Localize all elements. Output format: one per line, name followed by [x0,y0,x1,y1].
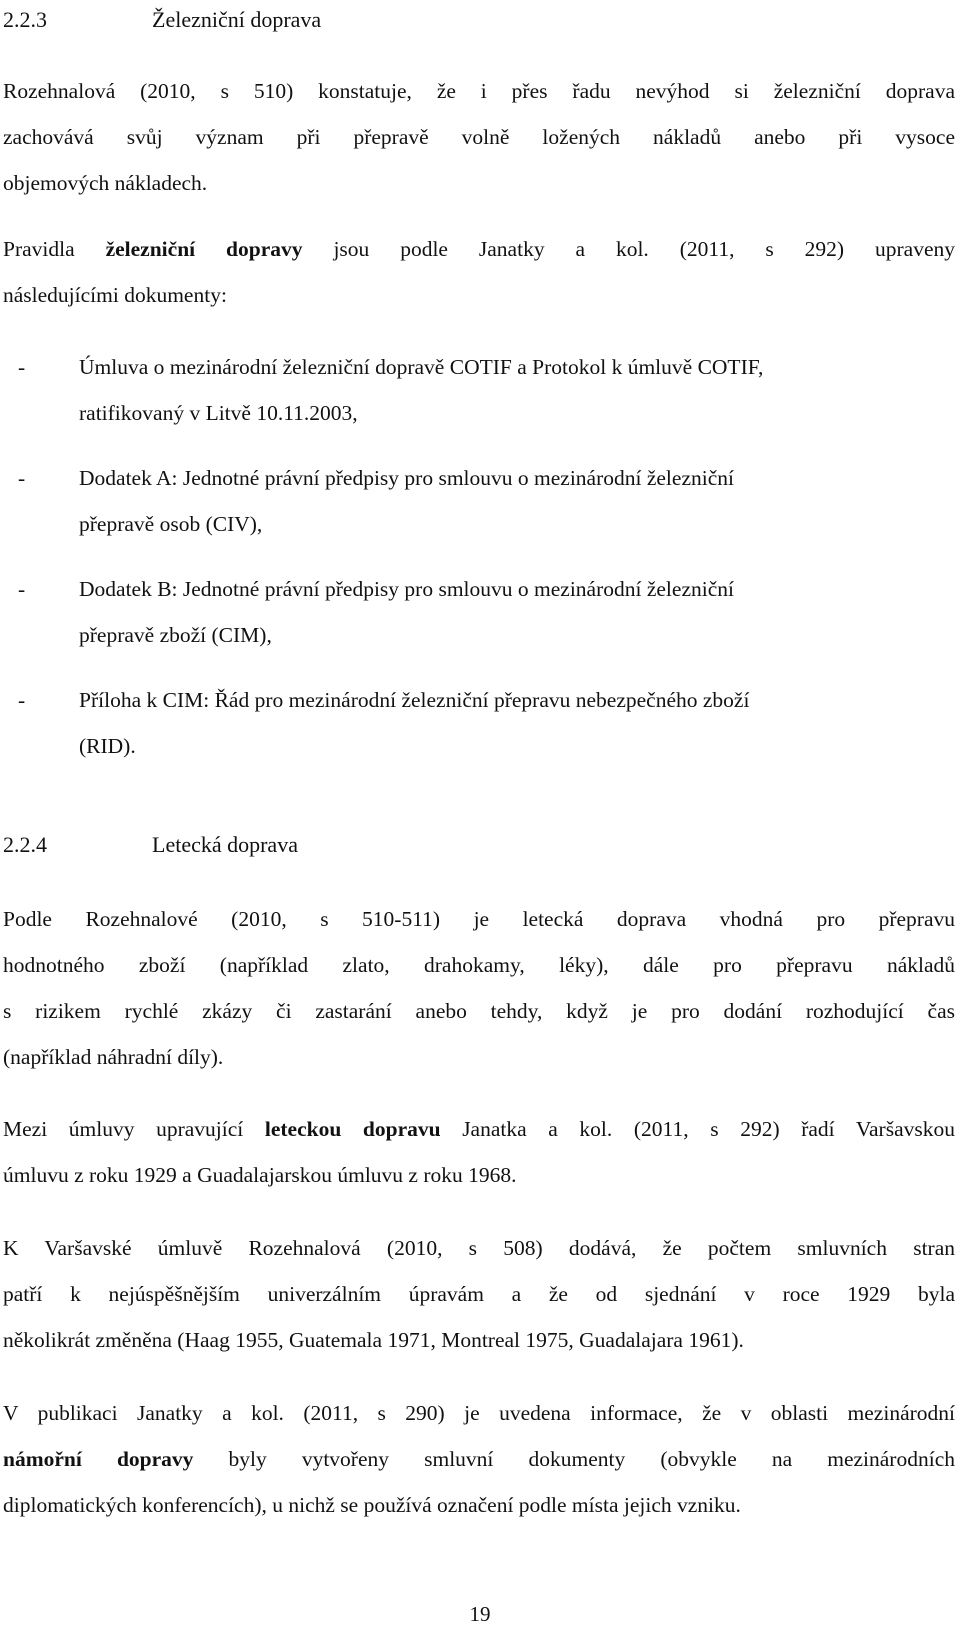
section-title: Železniční doprava [152,7,322,32]
list-dash: - [18,688,26,712]
paragraph-rail-rules [3,226,955,318]
bold-term-rail-transport: železniční dopravy [105,237,303,261]
paragraph-line: (například náhradní díly). [3,1045,224,1069]
section-heading-2-2-4 [3,830,943,860]
text-run: Janatka a kol. (2011, s 292) řadí Varšavskou [440,1117,955,1141]
paragraph-line [3,226,955,272]
paragraph-line: objemových nákladech. [3,171,208,195]
list-item-line: (RID). [79,734,136,758]
list-item-line: ratifikovaný v Litvě 10.11.2003, [79,401,358,425]
list-item-line: Dodatek B: Jednotné právní předpisy pro smlouvu o mezinárodní železniční [79,577,734,601]
page-number: 19 [469,1602,491,1626]
paragraph-line: s rizikem rychlé zkázy či zastarání anebo tehdy, když je pro dodání rozhodující čas [3,999,955,1023]
list-item-line: Dodatek A: Jednotné právní předpisy pro smlouvu o mezinárodní železniční [79,466,734,490]
paragraph-line: Podle Rozehnalové (2010, s 510-511) je letecká doprava vhodná pro přepravu [3,907,955,931]
section-title: Letecká doprava [152,832,298,857]
paragraph-line: zachovává svůj význam při přepravě volně ložených nákladů anebo při vysoce [3,125,955,149]
paragraph-line: patří k nejúspěšnějším univerzálním úpravám a že od sjednání v roce 1929 byla [3,1282,955,1306]
paragraph-line: K Varšavské úmluvě Rozehnalová (2010, s 508) dodává, že počtem smluvních stran [3,1236,955,1260]
paragraph-line [3,1106,955,1152]
paragraph-maritime [3,1390,955,1528]
paragraph-line: diplomatických konferencích), u nichž se používá označení podle místa jejich vzniku. [3,1493,741,1517]
paragraph-warsaw-convention [3,1225,955,1363]
section-number: 2.2.4 [3,832,47,857]
list-item-line: Úmluva o mezinárodní železniční dopravě COTIF a Protokol k úmluvě COTIF, [79,355,764,379]
list-item-line: přepravě osob (CIV), [79,512,263,536]
list-item-line: přepravě zboží (CIM), [79,623,272,647]
bold-term-air-transport: leteckou dopravu [264,1117,441,1141]
text-run: jsou podle Janatky a kol. (2011, s 292) upraveny [302,237,955,261]
paragraph-air-conventions [3,1106,955,1198]
paragraph-air-suitability [3,896,955,1080]
paragraph-line: Rozehnalová (2010, s 510) konstatuje, že i přes řadu nevýhod si železniční doprava [3,79,955,103]
bold-term-maritime-transport: námořní dopravy [3,1447,194,1471]
list-dash: - [18,577,26,601]
paragraph-line: úmluvu z roku 1929 a Guadalajarskou úmluvu z roku 1968. [3,1163,517,1187]
paragraph-line: několikrát změněna (Haag 1955, Guatemala 1971, Montreal 1975, Guadalajara 1961). [3,1328,744,1352]
paragraph-line [3,1436,955,1482]
list-item-line: Příloha k CIM: Řád pro mezinárodní železniční přepravu nebezpečného zboží [79,688,750,712]
section-number: 2.2.3 [3,7,47,32]
paragraph-rail-intro [3,68,955,206]
list-dash: - [18,355,26,379]
text-run: Mezi úmluvy upravující [3,1117,265,1141]
text-run: Pravidla [3,237,106,261]
list-dash: - [18,466,26,490]
paragraph-line: hodnotného zboží (například zlato, drahokamy, léky), dále pro přepravu nákladů [3,953,955,977]
section-heading-2-2-3 [3,5,943,35]
paragraph-line: následujícími dokumenty: [3,283,227,307]
paragraph-line: V publikaci Janatky a kol. (2011, s 290) je uvedena informace, že v oblasti mezinárodní [3,1401,955,1425]
text-run: byly vytvořeny smluvní dokumenty (obvykle na mezinárodních [193,1447,955,1471]
